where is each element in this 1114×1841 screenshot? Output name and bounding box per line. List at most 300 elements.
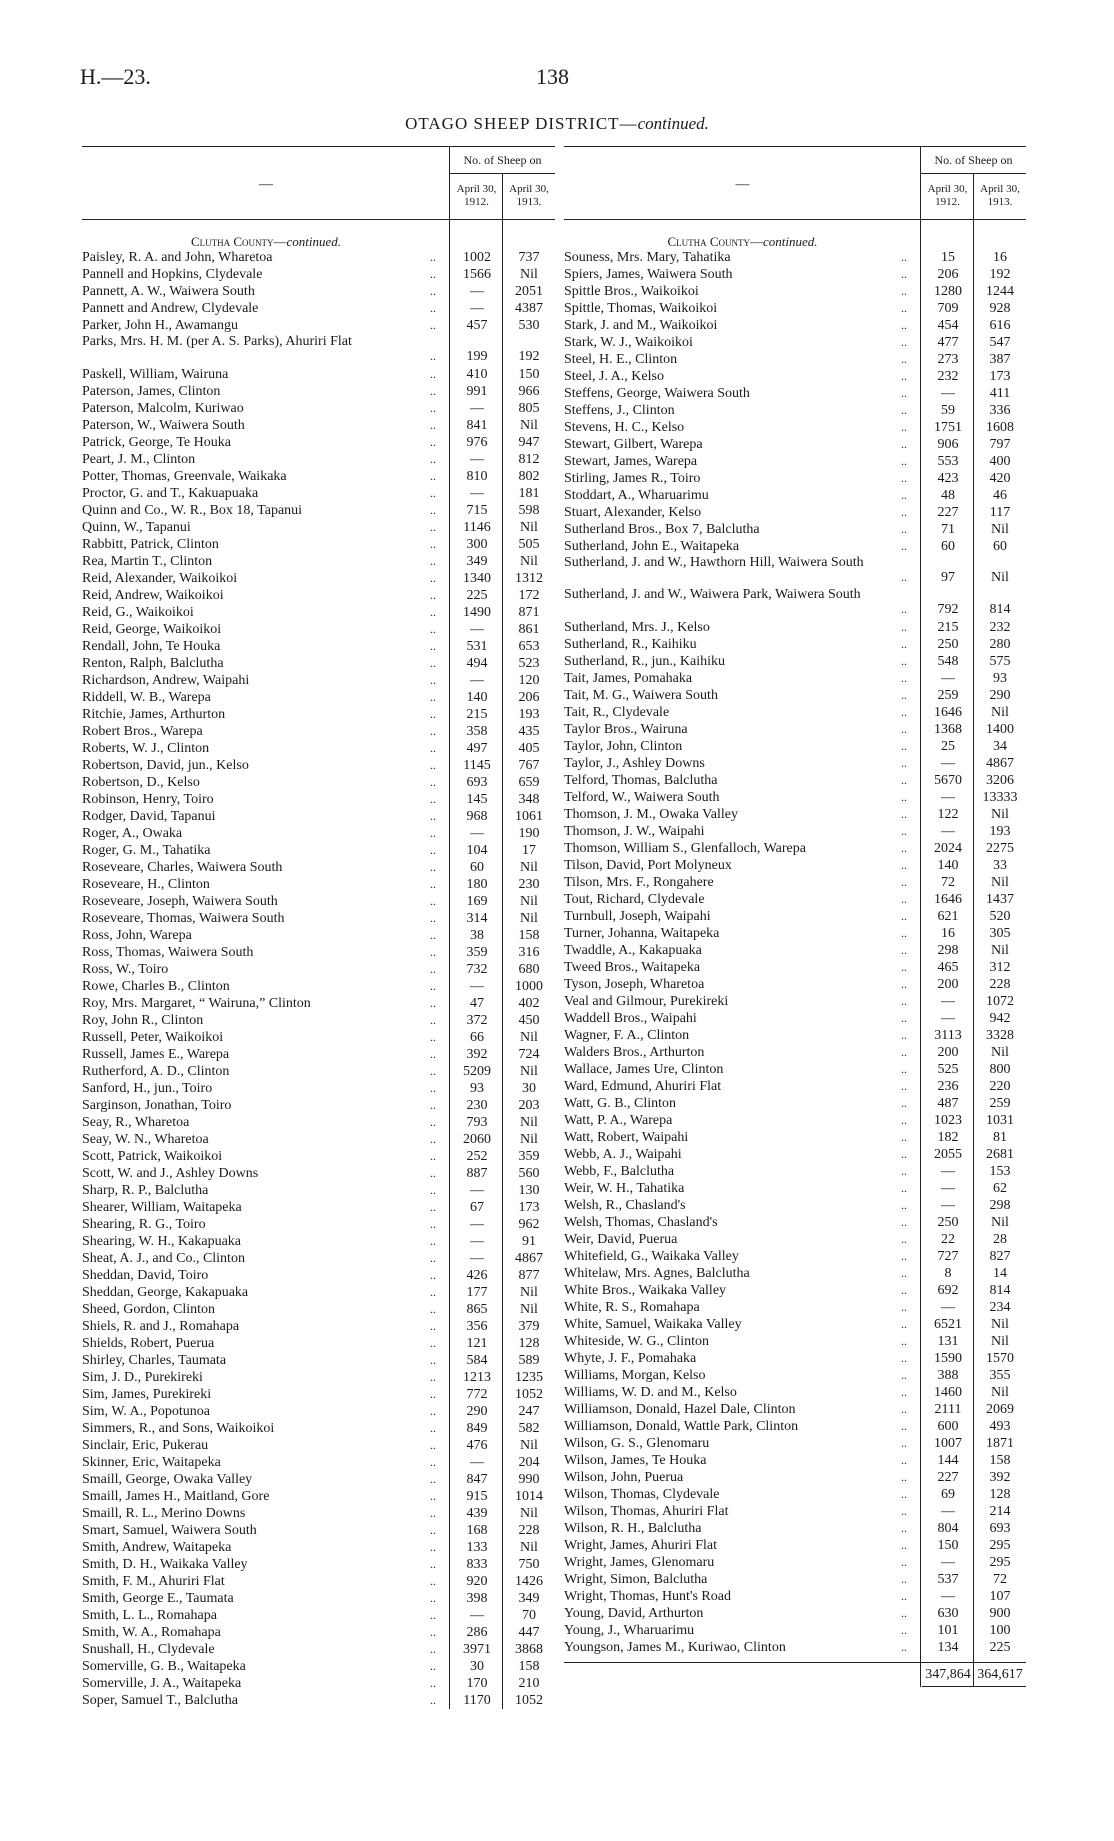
leader-dots: .. xyxy=(901,756,907,770)
table-row xyxy=(564,300,1026,317)
owner-name: Taylor Bros., Wairuna xyxy=(564,722,688,737)
table-row xyxy=(564,419,1026,436)
table-row xyxy=(82,1471,555,1488)
owner-name: Paterson, Malcolm, Kuriwao xyxy=(82,401,244,416)
leader-dots: .. xyxy=(430,1557,436,1571)
leader-dots: .. xyxy=(430,1574,436,1588)
sheep-1913: Nil xyxy=(520,894,538,909)
sheep-1912: 810 xyxy=(466,469,488,484)
owner-name: Whitefield, G., Waikaka Valley xyxy=(564,1249,739,1264)
sheep-1912: 48 xyxy=(941,488,955,503)
sheep-1913: Nil xyxy=(520,911,538,926)
table-row xyxy=(82,1403,555,1420)
sheep-1912: 169 xyxy=(466,894,488,909)
table-row xyxy=(564,1299,1026,1316)
sheep-1913: 400 xyxy=(989,454,1011,469)
sheep-1913: 158 xyxy=(989,1453,1011,1468)
sheep-1913: 387 xyxy=(989,352,1011,367)
sheep-1912: 144 xyxy=(937,1453,959,1468)
column-1912: April 30, 1912. xyxy=(927,183,968,208)
sheep-1913: 348 xyxy=(518,792,540,807)
sheep-1912: 388 xyxy=(937,1368,959,1383)
owner-name: Stevens, H. C., Kelso xyxy=(564,420,685,435)
owner-name: Spiers, James, Waiwera South xyxy=(564,267,733,282)
leader-dots: .. xyxy=(901,352,907,366)
sheep-1913: 420 xyxy=(989,471,1011,486)
table-row xyxy=(82,1454,555,1471)
owner-name: Shearing, R. G., Toiro xyxy=(82,1217,206,1232)
leader-dots: .. xyxy=(901,1572,907,1586)
sheep-1913: 1014 xyxy=(515,1489,543,1504)
sheep-1913: 117 xyxy=(989,505,1011,520)
sheep-1912: 426 xyxy=(466,1268,488,1283)
sheep-1912: — xyxy=(470,401,484,416)
totals-row xyxy=(564,1662,1026,1687)
sheep-1913: 100 xyxy=(989,1623,1011,1638)
sheep-1913: 2051 xyxy=(515,284,543,299)
sheep-1912: 621 xyxy=(937,909,959,924)
leader-dots: .. xyxy=(430,1319,436,1333)
leader-dots: .. xyxy=(430,1081,436,1095)
owner-name: Tyson, Joseph, Wharetoa xyxy=(564,977,705,992)
leader-dots: .. xyxy=(901,1419,907,1433)
table-row xyxy=(82,502,555,519)
owner-name: Sharp, R. P., Balclutha xyxy=(82,1183,209,1198)
table-row xyxy=(82,1607,555,1624)
owner-name: Sutherland, R., Kaihiku xyxy=(564,637,697,652)
table-row xyxy=(82,740,555,757)
table-row xyxy=(82,655,555,672)
table-row xyxy=(82,1386,555,1403)
sheep-1912: 1646 xyxy=(934,892,962,907)
owner-name: Welsh, R., Chasland's xyxy=(564,1198,686,1213)
leader-dots: .. xyxy=(901,454,907,468)
sheep-1913: 966 xyxy=(518,384,540,399)
table-row xyxy=(82,417,555,434)
leader-dots: .. xyxy=(901,1606,907,1620)
table-row xyxy=(564,1078,1026,1095)
table-row xyxy=(564,538,1026,555)
sheep-1912: 59 xyxy=(941,403,955,418)
table-row xyxy=(564,1316,1026,1333)
owner-name: Wright, Simon, Balclutha xyxy=(564,1572,708,1587)
sheep-1912: 177 xyxy=(466,1285,488,1300)
table-row xyxy=(82,334,555,366)
table-row xyxy=(82,995,555,1012)
sheep-1913: 173 xyxy=(989,369,1011,384)
table-row xyxy=(564,1401,1026,1418)
owner-name: Paskell, William, Wairuna xyxy=(82,367,229,382)
left-table xyxy=(82,146,555,1709)
leader-dots: .. xyxy=(430,1030,436,1044)
owner-name: Smith, George E., Taumata xyxy=(82,1591,234,1606)
table-row xyxy=(82,1012,555,1029)
owner-name: Welsh, Thomas, Chasland's xyxy=(564,1215,718,1230)
leader-dots: .. xyxy=(430,318,436,332)
sheep-1912: 1145 xyxy=(463,758,491,773)
table-row xyxy=(82,383,555,400)
leader-dots: .. xyxy=(901,790,907,804)
owner-name: Somerville, J. A., Waitapeka xyxy=(82,1676,242,1691)
table-row xyxy=(564,1265,1026,1282)
owner-name: Williams, W. D. and M., Kelso xyxy=(564,1385,737,1400)
sheep-1913: 805 xyxy=(518,401,540,416)
table-row xyxy=(82,825,555,842)
sheep-1912: 30 xyxy=(470,1659,484,1674)
leader-dots: .. xyxy=(430,1523,436,1537)
table-row xyxy=(82,927,555,944)
sheep-1913: 1235 xyxy=(515,1370,543,1385)
table-row xyxy=(82,1352,555,1369)
table-row xyxy=(82,485,555,502)
leader-dots: .. xyxy=(901,1164,907,1178)
table-row xyxy=(564,453,1026,470)
leader-dots: .. xyxy=(901,807,907,821)
sheep-1912: 847 xyxy=(466,1472,488,1487)
sheep-1913: 947 xyxy=(518,435,540,450)
sheep-1913: 800 xyxy=(989,1062,1011,1077)
leader-dots: .. xyxy=(430,826,436,840)
leader-dots: .. xyxy=(901,841,907,855)
sheep-1912: 227 xyxy=(937,1470,959,1485)
table-row xyxy=(82,1692,555,1709)
owner-name: Smith, L. L., Romahapa xyxy=(82,1608,217,1623)
sheep-1913: 802 xyxy=(518,469,540,484)
sheep-1912: 131 xyxy=(937,1334,959,1349)
owner-name: Sheddan, David, Toiro xyxy=(82,1268,209,1283)
owner-name: Robertson, D., Kelso xyxy=(82,775,200,790)
leader-dots: .. xyxy=(901,909,907,923)
owner-name: Somerville, G. B., Waitapeka xyxy=(82,1659,246,1674)
sheep-1913: 280 xyxy=(989,637,1011,652)
table-row xyxy=(82,876,555,893)
leader-dots: .. xyxy=(901,284,907,298)
sheep-1912: 168 xyxy=(466,1523,488,1538)
sheep-1912: — xyxy=(470,1608,484,1623)
leader-dots: .. xyxy=(430,1472,436,1486)
sheep-1913: Nil xyxy=(520,1285,538,1300)
sheep-1912: 140 xyxy=(937,858,959,873)
sheep-1913: 259 xyxy=(989,1096,1011,1111)
table-row xyxy=(82,1029,555,1046)
sheep-1913: 1570 xyxy=(986,1351,1014,1366)
sheep-1913: Nil xyxy=(520,418,538,433)
owner-name: Steel, H. E., Clinton xyxy=(564,352,678,367)
leader-dots: .. xyxy=(430,639,436,653)
sheep-1913: 942 xyxy=(989,1011,1011,1026)
sheep-1913: 128 xyxy=(518,1336,540,1351)
table-row xyxy=(564,1418,1026,1435)
sheep-1913: 295 xyxy=(989,1555,1011,1570)
owner-name: Scott, W. and J., Ashley Downs xyxy=(82,1166,259,1181)
leader-dots: .. xyxy=(430,1234,436,1248)
owner-name: Wilson, John, Puerua xyxy=(564,1470,684,1485)
owner-name: Wilson, Thomas, Clydevale xyxy=(564,1487,720,1502)
table-row xyxy=(82,1063,555,1080)
sheep-1912: 3113 xyxy=(934,1028,962,1043)
sheep-1912: 454 xyxy=(937,318,959,333)
sheep-1913: 2681 xyxy=(986,1147,1014,1162)
table-row xyxy=(564,1503,1026,1520)
sheep-1913: 232 xyxy=(989,620,1011,635)
sheep-1912: 182 xyxy=(937,1130,959,1145)
sheep-1913: Nil xyxy=(991,1045,1009,1060)
table-row xyxy=(82,961,555,978)
table-row xyxy=(82,1131,555,1148)
sheep-1912: 1490 xyxy=(463,605,491,620)
leader-dots: .. xyxy=(430,1370,436,1384)
sheep-1913: 298 xyxy=(989,1198,1011,1213)
leader-dots: .. xyxy=(901,1589,907,1603)
sheep-1913: 659 xyxy=(518,775,540,790)
owner-name: Sutherland, John E., Waitapeka xyxy=(564,539,740,554)
sheep-1913: 547 xyxy=(989,335,1011,350)
leader-dots: .. xyxy=(901,1436,907,1450)
sheep-1913: 204 xyxy=(518,1455,540,1470)
sheep-1912: 2055 xyxy=(934,1147,962,1162)
leader-dots: .. xyxy=(430,571,436,585)
leader-dots: .. xyxy=(901,739,907,753)
owner-name: Shearing, W. H., Kakapuaka xyxy=(82,1234,242,1249)
owner-name: Peart, J. M., Clinton xyxy=(82,452,196,467)
sheep-1913: 2275 xyxy=(986,841,1014,856)
sheep-1913: 190 xyxy=(518,826,540,841)
table-row xyxy=(564,1282,1026,1299)
owner-name: Quinn and Co., W. R., Box 18, Tapanui xyxy=(82,503,303,518)
sheep-1913: 17 xyxy=(522,843,536,858)
sheep-1913: 1437 xyxy=(986,892,1014,907)
owner-name: Smaill, R. L., Merino Downs xyxy=(82,1506,246,1521)
leader-dots: .. xyxy=(430,349,436,363)
table-row xyxy=(564,619,1026,636)
owner-name: Tilson, Mrs. F., Rongahere xyxy=(564,875,714,890)
sheep-1913: Nil xyxy=(991,1317,1009,1332)
table-row xyxy=(82,1488,555,1505)
owner-name: Tout, Richard, Clydevale xyxy=(564,892,705,907)
sheep-1913: 1426 xyxy=(515,1574,543,1589)
leader-dots: .. xyxy=(901,1096,907,1110)
leader-dots: .. xyxy=(430,1183,436,1197)
total-1913: 364,617 xyxy=(974,1663,1026,1687)
table-row xyxy=(564,1435,1026,1452)
owner-name: Roseveare, Thomas, Waiwera South xyxy=(82,911,285,926)
sheep-1912: 392 xyxy=(466,1047,488,1062)
leader-dots: .. xyxy=(901,1385,907,1399)
section-heading xyxy=(82,234,555,249)
owner-name: Steffens, George, Waiwera South xyxy=(564,386,750,401)
owner-name: Young, J., Wharuarimu xyxy=(564,1623,695,1638)
sheep-1912: 5209 xyxy=(463,1064,491,1079)
sheep-1913: Nil xyxy=(520,1030,538,1045)
table-row xyxy=(564,1061,1026,1078)
sheep-1912: 1213 xyxy=(463,1370,491,1385)
table-row xyxy=(564,470,1026,487)
table-row xyxy=(564,1180,1026,1197)
leader-dots: .. xyxy=(901,1266,907,1280)
sheep-1913: 206 xyxy=(518,690,540,705)
leader-dots: .. xyxy=(901,1368,907,1382)
sheep-1913: 1052 xyxy=(515,1387,543,1402)
owner-name: Young, David, Arthurton xyxy=(564,1606,704,1621)
table-row xyxy=(564,1333,1026,1350)
sheep-1912: 359 xyxy=(466,945,488,960)
table-row xyxy=(564,687,1026,704)
table-row xyxy=(564,1350,1026,1367)
sheep-1913: 4387 xyxy=(515,301,543,316)
sheep-1912: 600 xyxy=(937,1419,959,1434)
leader-dots: .. xyxy=(901,637,907,651)
sheep-1912: 1368 xyxy=(934,722,962,737)
table-row xyxy=(82,859,555,876)
title-text: OTAGO SHEEP DISTRICT— xyxy=(405,114,638,133)
sheep-1913: 336 xyxy=(989,403,1011,418)
leader-dots: .. xyxy=(901,892,907,906)
sheep-1912: 865 xyxy=(466,1302,488,1317)
sheep-1913: 447 xyxy=(518,1625,540,1640)
leader-dots: .. xyxy=(901,671,907,685)
sheep-1913: Nil xyxy=(520,1064,538,1079)
leader-dots: .. xyxy=(430,1200,436,1214)
sheep-1913: 814 xyxy=(989,602,1011,617)
sheep-1912: 531 xyxy=(466,639,488,654)
sheep-1913: 46 xyxy=(993,488,1007,503)
right-table-body xyxy=(564,220,1026,1687)
sheep-1912: 71 xyxy=(941,522,955,537)
leader-dots: .. xyxy=(901,369,907,383)
sheep-1913: 861 xyxy=(518,622,540,637)
table-row xyxy=(82,1624,555,1641)
owner-name: Sanford, H., jun., Toiro xyxy=(82,1081,213,1096)
sheep-1912: 497 xyxy=(466,741,488,756)
owner-name: Steel, J. A., Kelso xyxy=(564,369,664,384)
sheep-1912: 72 xyxy=(941,875,955,890)
sheep-1912: 772 xyxy=(466,1387,488,1402)
sheep-1913: 192 xyxy=(518,349,540,364)
sheep-1912: 906 xyxy=(937,437,959,452)
sheep-1912: 25 xyxy=(941,739,955,754)
table-row xyxy=(564,385,1026,402)
owner-name: Waddell Bros., Waipahi xyxy=(564,1011,697,1026)
sheep-1913: 560 xyxy=(518,1166,540,1181)
sheep-1912: — xyxy=(941,756,955,771)
table-row xyxy=(82,1369,555,1386)
table-row xyxy=(82,1590,555,1607)
sheep-1912: 298 xyxy=(937,943,959,958)
owner-name: Tait, R., Clydevale xyxy=(564,705,670,720)
sheep-1912: — xyxy=(941,1198,955,1213)
leader-dots: .. xyxy=(901,858,907,872)
table-row xyxy=(564,1248,1026,1265)
sheep-1913: Nil xyxy=(991,943,1009,958)
table-row xyxy=(82,1301,555,1318)
table-row xyxy=(82,757,555,774)
sheep-1913: 228 xyxy=(989,977,1011,992)
sheep-1913: 797 xyxy=(989,437,1011,452)
owner-name: Telford, W., Waiwera South xyxy=(564,790,720,805)
sheep-1912: 887 xyxy=(466,1166,488,1181)
table-row xyxy=(564,993,1026,1010)
table-row xyxy=(564,283,1026,300)
sheep-1912: 423 xyxy=(937,471,959,486)
owner-name: White, Samuel, Waikaka Valley xyxy=(564,1317,742,1332)
table-row xyxy=(564,1112,1026,1129)
owner-name: Webb, A. J., Waipahi xyxy=(564,1147,682,1162)
sheep-1913: 70 xyxy=(522,1608,536,1623)
owner-name: Richardson, Andrew, Waipahi xyxy=(82,673,250,688)
sheep-1913: 130 xyxy=(518,1183,540,1198)
sheep-1913: 225 xyxy=(989,1640,1011,1655)
leader-dots: .. xyxy=(901,994,907,1008)
sheep-1913: 173 xyxy=(518,1200,540,1215)
sheep-1912: 225 xyxy=(466,588,488,603)
section-name: Clutha County— xyxy=(190,234,287,249)
sheep-1912: — xyxy=(470,1234,484,1249)
sheep-1912: 358 xyxy=(466,724,488,739)
sheep-1913: 120 xyxy=(518,673,540,688)
table-row xyxy=(82,434,555,451)
sheep-1912: 150 xyxy=(937,1538,959,1553)
owner-name: Stewart, Gilbert, Warepa xyxy=(564,437,703,452)
sheep-1912: 232 xyxy=(937,369,959,384)
table-row xyxy=(564,908,1026,925)
leader-dots: .. xyxy=(901,1147,907,1161)
sheep-1912: — xyxy=(941,386,955,401)
owner-name: Reid, Alexander, Waikoikoi xyxy=(82,571,238,586)
sheep-1912: 66 xyxy=(470,1030,484,1045)
table-row xyxy=(564,653,1026,670)
owner-name: Telford, Thomas, Balclutha xyxy=(564,773,718,788)
table-row xyxy=(564,1486,1026,1503)
table-row xyxy=(564,1588,1026,1605)
sheep-1913: Nil xyxy=(991,705,1009,720)
sheep-1913: 435 xyxy=(518,724,540,739)
sheep-1912: 236 xyxy=(937,1079,959,1094)
leader-dots: .. xyxy=(430,843,436,857)
sheep-1912: 200 xyxy=(937,1045,959,1060)
sheep-1913: Nil xyxy=(991,522,1009,537)
sheep-1912: — xyxy=(470,1455,484,1470)
sheep-1912: 372 xyxy=(466,1013,488,1028)
section-heading xyxy=(564,234,1026,249)
owner-name: Whiteside, W. G., Clinton xyxy=(564,1334,710,1349)
sheep-1913: 312 xyxy=(989,960,1011,975)
table-row xyxy=(82,1250,555,1267)
leader-dots: .. xyxy=(430,1217,436,1231)
table-row xyxy=(564,1571,1026,1588)
owner-name: Roger, A., Owaka xyxy=(82,826,183,841)
leader-dots: .. xyxy=(430,758,436,772)
sheep-1913: 181 xyxy=(518,486,540,501)
sheep-1913: 13333 xyxy=(982,790,1018,805)
leader-dots: .. xyxy=(430,520,436,534)
leader-dots: .. xyxy=(901,570,907,584)
sheep-1912: 199 xyxy=(466,349,488,364)
column-1912: April 30, 1912. xyxy=(456,183,497,208)
owner-name: Rutherford, A. D., Clinton xyxy=(82,1064,230,1079)
sheep-1913: 60 xyxy=(993,539,1007,554)
column-dash: — xyxy=(735,177,750,192)
sheep-1913: 827 xyxy=(989,1249,1011,1264)
sheep-1913: 193 xyxy=(518,707,540,722)
table-row xyxy=(82,638,555,655)
table-row xyxy=(82,1114,555,1131)
sheep-1913: Nil xyxy=(991,807,1009,822)
sheep-1913: 405 xyxy=(518,741,540,756)
leader-dots: .. xyxy=(430,1353,436,1367)
sheep-1912: 732 xyxy=(466,962,488,977)
sheep-1912: 849 xyxy=(466,1421,488,1436)
leader-dots: .. xyxy=(430,1625,436,1639)
